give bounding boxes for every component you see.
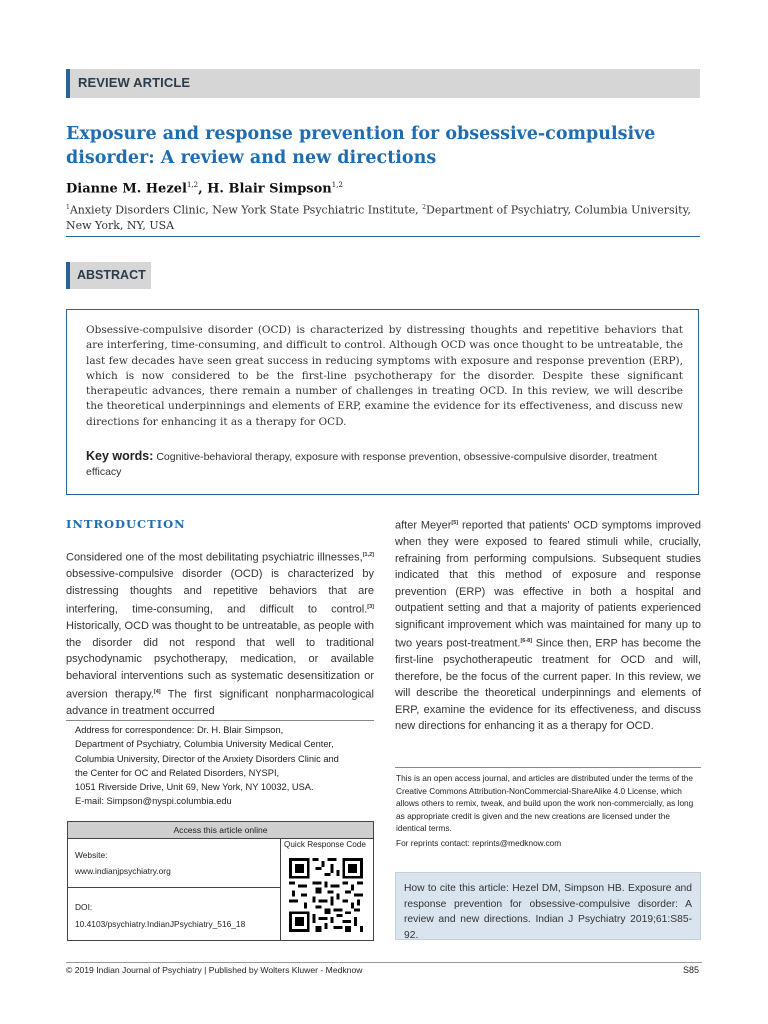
abstract-text: Obsessive-compulsive disorder (OCD) is characterized by distressing thoughts and repetitive behaviors that are interfering, time-consuming, and difficult to control. Although OCD was once thought to be untreatable, the last few decades have seen great success in reducing symptoms with exposure and response prevention (ERP), which is now considered to be the first-line psychotherapy for the disorder. Despite these significant therapeutic advances, there remain a number of challenges in treating OCD. In this review, we will describe the theoretical underpinnings and elements of ERP, examine the evidence for its effectiveness, and discuss new directions for enhancing it as a therapy for OCD. xyxy=(86,324,683,428)
body-text: obsessive-compulsive disorder (OCD) is characterized by distressing thoughts and repetitive behaviors that are interfering, time-consuming, and difficult to control. xyxy=(66,568,374,616)
author-name: H. Blair Simpson xyxy=(207,181,332,197)
open-access-divider xyxy=(395,767,701,768)
correspondence-email[interactable]: E-mail: Simpson@nyspi.columbia.edu xyxy=(75,796,232,807)
header-divider xyxy=(66,236,700,237)
website-link[interactable]: www.indianjpsychiatry.org xyxy=(75,866,171,876)
correspondence-line: Columbia University, Director of the Anxiety Disorders Clinic and xyxy=(75,753,339,764)
access-divider-horizontal xyxy=(68,887,280,888)
correspondence-block xyxy=(75,723,375,809)
banner-accent-bar xyxy=(66,69,70,98)
correspondence-line: 1051 Riverside Drive, Unit 69, New York, NY 10032, USA. xyxy=(75,782,314,793)
citation-ref[interactable]: [5] xyxy=(451,520,459,526)
author-name: Dianne M. Hezel xyxy=(66,181,187,197)
correspondence-line: the Center for OC and Related Disorders, NYSPI, xyxy=(75,767,280,778)
affil-text: Department of Psychiatry, Columbia University, New York, NY, USA xyxy=(66,203,691,233)
abstract-heading: ABSTRACT xyxy=(77,268,146,282)
citation-ref[interactable]: [6-8] xyxy=(520,638,533,645)
article-type-label: REVIEW ARTICLE xyxy=(78,75,191,90)
body-text: after Meyer xyxy=(395,519,452,532)
keywords xyxy=(86,449,683,480)
citation-text: How to cite this article: Hezel DM, Simpson HB. Exposure and response prevention for obsessive-compulsive disorder: A review and new directions. Indian J Psychiatry 2019;61:S85-92. xyxy=(404,883,692,941)
page-number: S85 xyxy=(683,965,700,975)
affil-sup: 2 xyxy=(422,204,426,211)
body-text: The first significant nonpharmacological advance in treatment occurred xyxy=(66,688,374,718)
body-text: Since then, ERP has become the first-line psychotherapeutic treatment for OCD and will, therefore, be the focus of the current paper. In this review, we will describe the theoretical underpinnings and elements of ERP, examine the evidence for its effectiveness, and discuss new directions for enhancing it as a therapy for OCD. xyxy=(395,637,701,733)
abstract-banner xyxy=(66,262,151,289)
banner-accent-bar xyxy=(66,262,70,289)
access-header: Access this article online xyxy=(68,822,373,839)
keywords-text: Cognitive-behavioral therapy, exposure with response prevention, obsessive-compulsive disorder, treatment efficacy xyxy=(86,451,657,478)
reprints-contact[interactable]: For reprints contact: reprints@medknow.com xyxy=(396,838,562,848)
correspondence-line: Address for correspondence: Dr. H. Blair Simpson, xyxy=(75,725,284,735)
author-separator: , xyxy=(198,181,208,197)
affil-sup: 1 xyxy=(66,204,70,211)
correspondence-line: Department of Psychiatry, Columbia University Medical Center, xyxy=(75,739,334,750)
article-title: Exposure and response prevention for obsessive-compulsive disorder: A review and new directions xyxy=(66,124,656,168)
abstract-box xyxy=(66,309,699,495)
website-label: Website: xyxy=(75,850,108,860)
introduction-heading: INTRODUCTION xyxy=(66,517,186,531)
access-divider-vertical xyxy=(280,838,281,940)
citation-ref[interactable]: [4] xyxy=(153,689,161,696)
citation-box xyxy=(395,872,701,940)
qr-code-icon[interactable] xyxy=(289,858,363,932)
keywords-label: Key words: xyxy=(86,449,154,463)
open-access-notice: This is an open access journal, and articles are distributed under the terms of the Creative Commons Attribution-NonCommercial-ShareAlike 4.0 License, which allows others to remix, tweak, and build upon the work non-commercially, as long as appropriate credit is given and the new creations are licensed under the identical terms. xyxy=(396,773,694,834)
doi-label: DOI: xyxy=(75,902,93,912)
author-list xyxy=(66,181,343,196)
correspondence-divider xyxy=(66,720,374,721)
footer-divider xyxy=(66,962,702,963)
citation-ref[interactable]: [1,2] xyxy=(362,552,374,558)
qr-label: Quick Response Code xyxy=(284,840,366,849)
affil-text: Anxiety Disorders Clinic, New York State Psychiatric Institute, xyxy=(69,203,423,217)
article-type-banner xyxy=(66,69,700,98)
body-column-right xyxy=(395,515,701,735)
author-affil-sup: 1,2 xyxy=(186,181,199,189)
footer-copyright: © 2019 Indian Journal of Psychiatry | Published by Wolters Kluwer - Medknow xyxy=(66,965,363,975)
body-text: reported that patients' OCD symptoms improved when they were exposed to feared stimuli while, crucially, refraining from performing compulsions. Subsequent studies indicated that this method of exposure and response prevention (ERP) was effective in both a hospital and outpatient setting and that a majority of patients experienced significant improvement which was maintained for many up to two years post-treatment. xyxy=(395,519,701,650)
citation-ref[interactable]: [3] xyxy=(367,604,374,611)
doi-link[interactable]: 10.4103/psychiatry.IndianJPsychiatry_516_18 xyxy=(75,919,246,929)
body-text: Considered one of the most debilitating psychiatric illnesses, xyxy=(66,551,363,564)
body-text: Historically, OCD was thought to be untreatable, as people with the disorder did not respond that well to traditional psychodynamic psychotherapy, medication, or available behavioral interventions such as systematic desensitization or aversion therapy. xyxy=(66,620,374,701)
author-affil-sup: 1,2 xyxy=(331,181,343,189)
access-article-box xyxy=(67,821,374,941)
affiliations xyxy=(66,200,702,234)
body-column-left xyxy=(66,547,374,720)
